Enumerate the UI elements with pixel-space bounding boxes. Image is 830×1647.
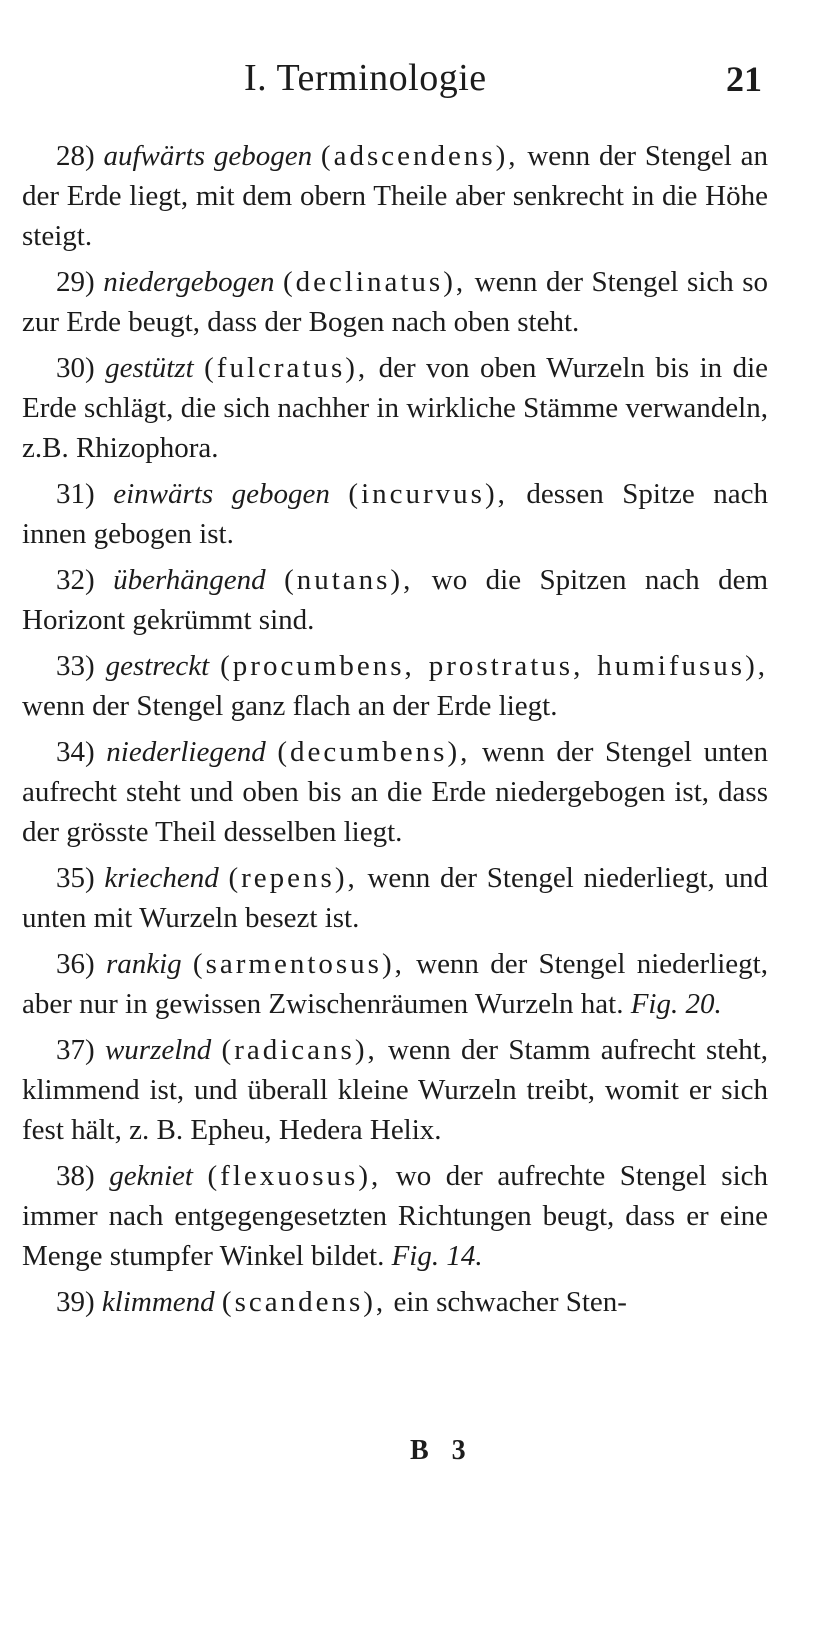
entry-latin: (radicans), (221, 1034, 378, 1066)
entry-latin: (adscendens), (320, 140, 519, 172)
entry-term: klimmend (101, 1286, 215, 1318)
entry-latin: (incurvus), (348, 478, 508, 510)
entry-number: 32) (56, 564, 95, 596)
entry-text: wenn der Stamm aufrecht steht, klimmend ist, und überall kleine Wurzeln treibt, womit er sich fest hält, z. B. Epheu, Hedera Helix. (22, 1034, 769, 1146)
entry-latin: (declinatus), (282, 266, 467, 298)
entry-number: 38) (56, 1160, 95, 1192)
entry-number: 31) (56, 478, 95, 510)
entry-text: wenn der Stengel an der Erde liegt, mit dem obern Theile aber senkrecht in die Höhe steigt. (22, 140, 769, 252)
entry-latin: (sarmentosus), (192, 948, 405, 980)
entry-term: gestützt (105, 352, 194, 384)
entry-latin: (flexuosus), (207, 1160, 382, 1192)
entry-number: 34) (56, 736, 95, 768)
entry-number: 29) (56, 266, 95, 298)
signature-mark: B 3 (410, 1435, 474, 1466)
entry-36 (22, 944, 768, 1024)
entry-38 (22, 1156, 768, 1276)
entry-term: gestreckt (105, 650, 210, 682)
entry-text: der von oben Wurzeln bis in die Erde schlägt, die sich nachher in wirkliche Stämme verwandeln, z.B. Rhizophora. (22, 352, 768, 464)
entry-term: kriechend (104, 862, 219, 894)
chapter-title: I. Terminologie (244, 57, 487, 99)
entry-term: niedergebogen (103, 266, 275, 298)
entry-number: 28) (56, 140, 95, 172)
page-number: 21 (726, 59, 762, 99)
figure-reference: Fig. 20. (630, 988, 722, 1020)
entry-34 (22, 732, 768, 852)
entry-term: niederliegend (106, 736, 266, 768)
entry-29 (22, 262, 768, 342)
entry-number: 37) (56, 1034, 95, 1066)
entry-number: 39) (56, 1286, 95, 1318)
entry-list (22, 136, 768, 1322)
entry-28 (22, 136, 768, 256)
entry-latin: (decumbens), (277, 736, 471, 768)
entry-latin: (scandens), (221, 1286, 387, 1318)
book-page (22, 50, 769, 1466)
entry-text: wenn der Stengel ganz flach an der Erde liegt. (22, 690, 558, 722)
entry-term: aufwärts gebogen (103, 140, 313, 172)
entry-latin: (nutans), (284, 564, 414, 596)
entry-35 (22, 858, 768, 938)
entry-term: rankig (105, 948, 182, 980)
running-header (22, 50, 768, 114)
entry-latin: (fulcratus), (204, 352, 369, 384)
entry-39 (22, 1282, 768, 1322)
entry-32 (22, 560, 768, 640)
entry-30 (22, 348, 768, 468)
entry-text: wo der aufrechte Stengel sich immer nach entgegengesetzten Richtungen beugt, dass er eine Menge stumpfer Winkel bildet. (22, 1160, 768, 1272)
entry-text: dessen Spitze nach innen gebogen ist. (22, 478, 768, 550)
entry-number: 33) (56, 650, 95, 682)
entry-latin: (procumbens, prostratus, humifusus), (220, 650, 768, 682)
entry-text: wenn der Stengel niederliegt, aber nur in gewissen Zwischenräumen Wurzeln hat. (22, 948, 768, 1020)
entry-text: wenn der Stengel niederliegt, und unten mit Wurzeln besezt ist. (22, 862, 768, 934)
entry-term: wurzelnd (104, 1034, 212, 1066)
entry-37 (22, 1030, 768, 1150)
entry-31 (22, 474, 768, 554)
entry-number: 35) (56, 862, 95, 894)
figure-reference: Fig. 14. (391, 1240, 483, 1272)
entry-text: wenn der Stengel sich so zur Erde beugt, dass der Bogen nach oben steht. (22, 266, 768, 338)
entry-term: einwärts gebogen (113, 478, 330, 510)
entry-number: 30) (56, 352, 95, 384)
entry-text: wo die Spitzen nach dem Horizont gekrümmt sind. (22, 564, 769, 636)
entry-term: gekniet (109, 1160, 193, 1192)
entry-text: wenn der Stengel unten aufrecht steht und oben bis an die Erde niedergebogen ist, dass der grösste Theil desselben liegt. (22, 736, 769, 848)
entry-number: 36) (56, 948, 95, 980)
entry-term: überhängend (113, 564, 266, 596)
entry-text: ein schwacher Sten- (386, 1286, 627, 1318)
entry-latin: (repens), (228, 862, 358, 894)
entry-33 (22, 646, 768, 726)
